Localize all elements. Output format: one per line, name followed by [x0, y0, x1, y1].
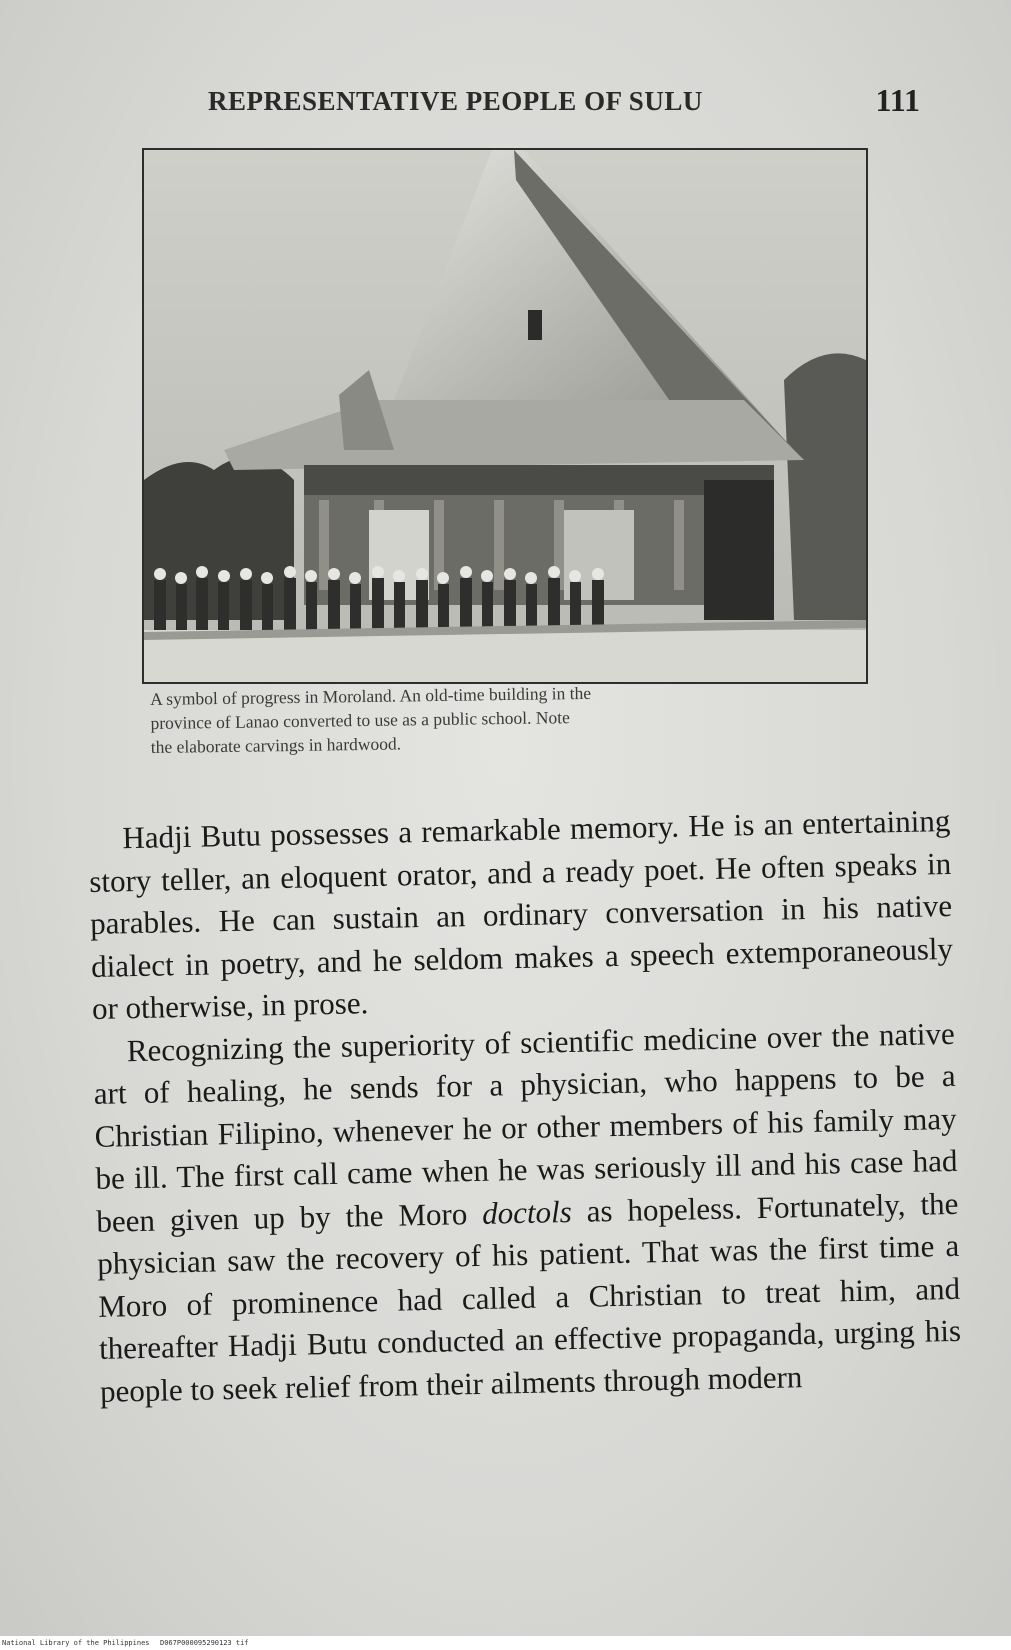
paragraph-text: as hopeless. Fortunately, the physician saw the recovery of his patient. That was the first time a Moro of prominence had called a Christian to treat him, and thereafter Hadji Butu conducted an effective propaganda, urging his people to seek relief from their ailments through modern — [96, 1185, 962, 1409]
body-text — [88, 800, 962, 1413]
running-head: REPRESENTATIVE PEOPLE OF SULU — [208, 86, 703, 116]
scan-footer — [0, 1636, 1011, 1650]
page-header — [200, 80, 920, 120]
footer-file-id: D067P000095290123 tif — [160, 1639, 249, 1647]
school-building-photo — [142, 148, 868, 684]
paragraph: Hadji Butu possesses a remarkable memory. He is an entertaining story teller, an eloquent orator, and a ready poet. He often speaks in parables. He can sustain an ordinary conversation in his native dialect in poetry, and he seldom makes a speech extemporaneously or otherwise, in prose. — [88, 802, 954, 1026]
caption-line: the elaborate carvings in hardwood. — [150, 733, 402, 757]
caption-line: province of Lanao converted to use as a public school. Note — [150, 707, 570, 733]
italic-term: doctols — [481, 1193, 573, 1231]
caption-line: A symbol of progress in Moroland. An old-time building in the — [150, 682, 592, 709]
page-number: 111 — [875, 82, 920, 118]
paragraph — [92, 1012, 962, 1412]
paragraph-text: Recognizing the superiority of scientific medicine over the native art of healing, he sends for a physician, who happens to be a Christian Filipino, whenever he or other members of his family may be ill. The first call came when he was seriously ill and his case had been given up by the Moro — [93, 1015, 958, 1239]
footer-source: National Library of the Philippines — [2, 1639, 150, 1647]
photo-caption — [150, 677, 871, 759]
